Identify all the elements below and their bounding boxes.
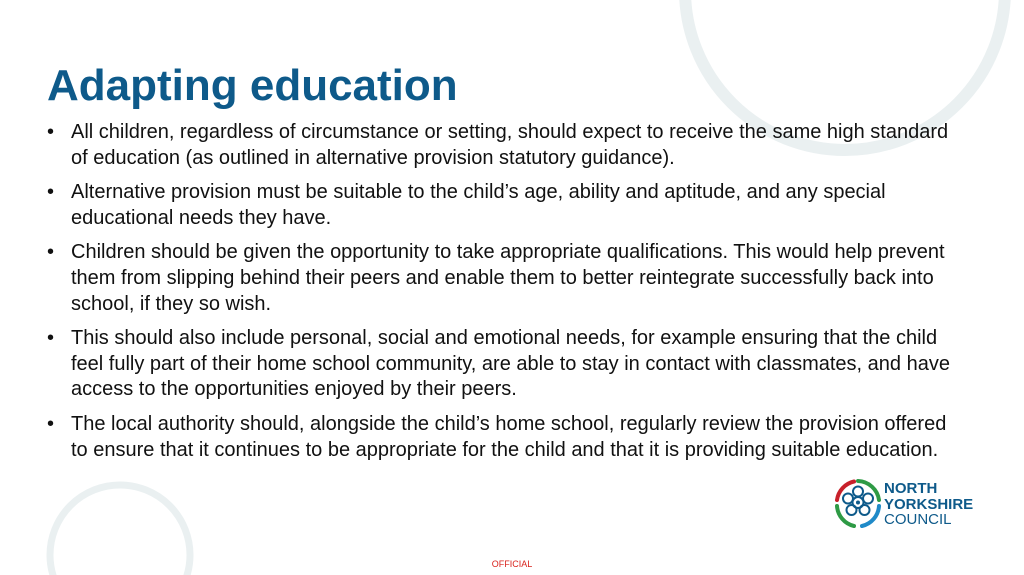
security-classification-label: OFFICIAL — [491, 559, 533, 569]
logo-line-yorkshire: YORKSHIRE — [884, 495, 974, 513]
bullet-list — [47, 120, 967, 472]
bullet-marker: • — [47, 121, 55, 143]
bullet-marker: • — [47, 327, 55, 350]
bullet-text: This should also include personal, social and emotional needs, for example ensuring that the child feel fully part of their home school community, are able to stay in contact with classmates, and have access to the opportunities enjoyed by their peers. — [71, 327, 950, 401]
bullet-text: All children, regardless of circumstance or setting, should expect to receive the same high standard of education (as outlined in alternative provision statutory guidance). — [71, 121, 949, 169]
bullet-text: Alternative provision must be suitable to the child’s age, ability and aptitude, and any special educational needs they have. — [71, 181, 886, 229]
bullet-marker: • — [47, 241, 55, 264]
bullet-item — [47, 120, 967, 171]
logo-wordmark — [884, 481, 973, 528]
bullet-item — [47, 180, 967, 231]
north-yorkshire-council-logo — [834, 478, 984, 530]
bullet-item — [47, 412, 967, 463]
bullet-marker: • — [47, 181, 55, 204]
bullet-item — [47, 240, 967, 317]
slide-title: Adapting education — [47, 61, 458, 110]
logo-line-north: NORTH — [884, 480, 938, 497]
rose-emblem-icon — [834, 478, 882, 530]
logo-line-council: COUNCIL — [884, 511, 952, 528]
bullet-marker: • — [47, 412, 55, 435]
bullet-item — [47, 326, 967, 403]
bullet-text: Children should be given the opportunity to take appropriate qualifications. This would help prevent them from slipping behind their peers and enable them to better reintegrate successfully back into school, if they so wish. — [71, 241, 945, 315]
bullet-text: The local authority should, alongside the child’s home school, regularly review the provision offered to ensure that it continues to be appropriate for the child and that it is providing suitable education. — [71, 412, 947, 461]
